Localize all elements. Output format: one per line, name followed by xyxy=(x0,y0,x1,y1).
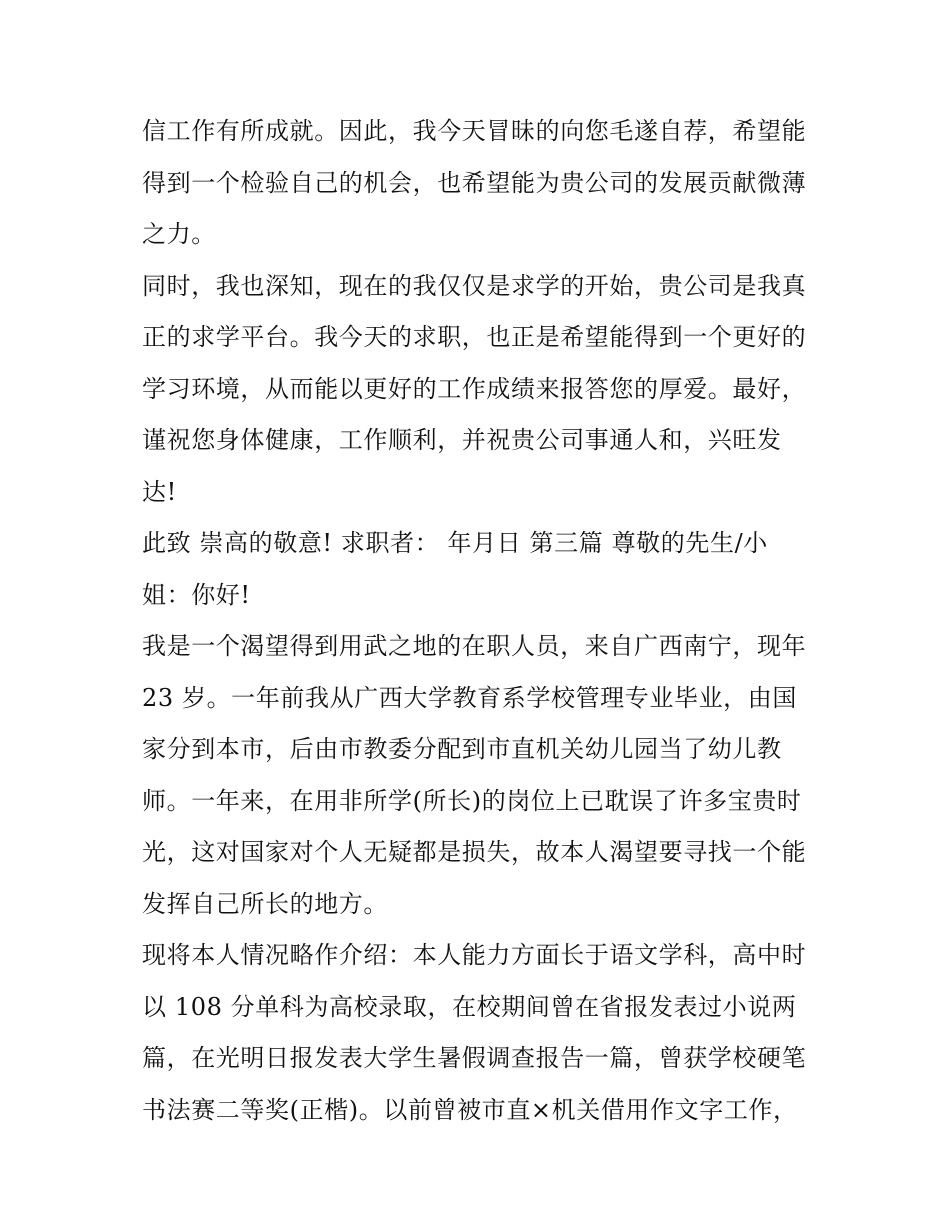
text-line: 得到一个检验自己的机会，也希望能为贵公司的发展贡献微薄 xyxy=(142,168,807,197)
text-line: 以 108 分单科为高校录取，在校期间曾在省报发表过小说两 xyxy=(142,992,797,1021)
text-line: 之力。 xyxy=(142,220,216,248)
text-line: 信工作有所成就。因此，我今天冒昧的向您毛遂自荐，希望能 xyxy=(142,117,807,145)
text-line: 正的求学平台。我今天的求职，也正是希望能得到一个更好的 xyxy=(142,323,807,351)
document-page xyxy=(142,106,812,1136)
text-line: 光，这对国家对个人无疑都是损失，故本人渴望要寻找一个能 xyxy=(142,838,807,866)
text-line: 此致 崇高的敬意! 求职者： 年月日 第三篇 尊敬的先生/小 xyxy=(142,529,768,557)
text-line: 发挥自己所长的地方。 xyxy=(142,889,388,918)
text-line: 我是一个渴望得到用武之地的在职人员，来自广西南宁，现年 xyxy=(142,632,807,660)
text-line: 姐：你好! xyxy=(142,580,251,609)
text-line: 篇，在光明日报发表大学生暑假调查报告一篇，曾获学校硬笔 xyxy=(142,1044,807,1072)
text-line: 书法赛二等奖(正楷)。以前曾被市直×机关借用作文字工作， xyxy=(142,1095,798,1124)
text-line: 家分到本市，后由市教委分配到市直机关幼儿园当了幼儿教 xyxy=(142,735,782,763)
text-line: 学习环境，从而能以更好的工作成绩来报答您的厚爱。最好， xyxy=(142,374,807,403)
text-line: 师。一年来，在用非所学(所长)的岗位上已耽误了许多宝贵时 xyxy=(142,786,802,815)
text-line: 23 岁。一年前我从广西大学教育系学校管理专业毕业，由国 xyxy=(142,683,797,712)
text-line: 达! xyxy=(142,477,177,506)
text-line: 谨祝您身体健康，工作顺利，并祝贵公司事通人和，兴旺发 xyxy=(142,426,782,454)
text-line: 同时，我也深知，现在的我仅仅是求学的开始，贵公司是我真 xyxy=(142,271,807,300)
text-line: 现将本人情况略作介绍：本人能力方面长于语文学科，高中时 xyxy=(142,941,807,969)
